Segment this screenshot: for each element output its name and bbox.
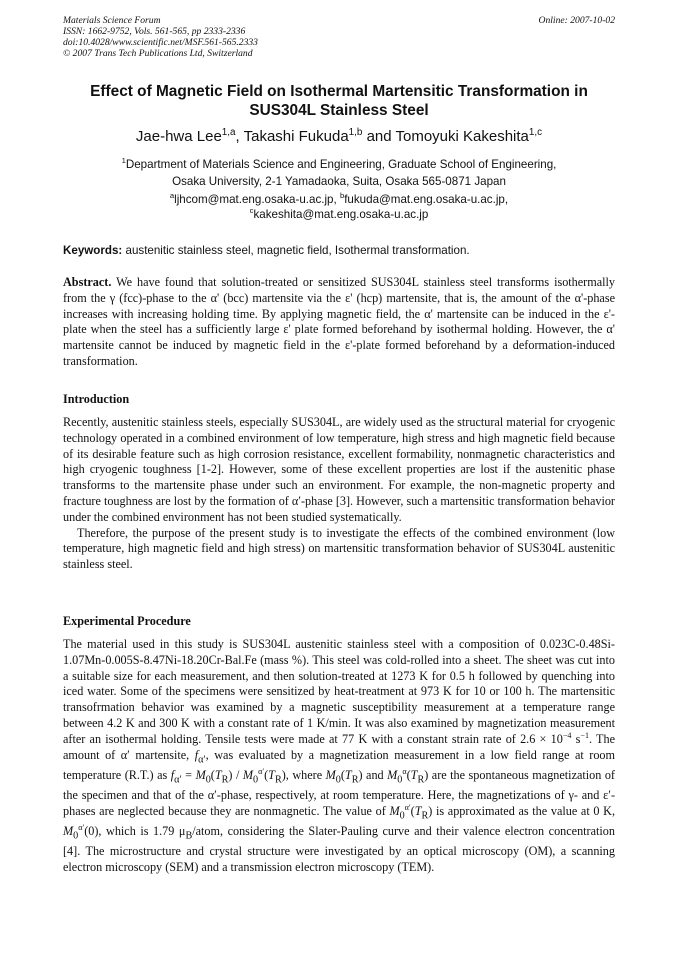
subscript: R (274, 774, 282, 786)
author-separator: and (362, 128, 396, 145)
affil-mark: 1 (121, 156, 126, 166)
superscript: −4 (562, 730, 572, 740)
text-run: ( (340, 767, 345, 782)
subscript: 0 (73, 830, 79, 842)
subscript: R (421, 810, 429, 822)
journal-header (63, 15, 258, 59)
text-run: ) are the spontaneous magnetization of the specimen and that of the α′-phase, respectively, at room temperature. Here, the magnetizations of γ- and ε′-phases are neglected because they are nonmagnetic. The value of (63, 767, 615, 818)
journal-copyright: © 2007 Trans Tech Publications Ltd, Switzerland (63, 48, 253, 59)
math-symbol: T (410, 767, 418, 782)
text-run: s (571, 731, 581, 746)
author-name: Tomoyuki Kakeshita (395, 128, 529, 145)
paper-title (63, 82, 615, 120)
superscript: α′ (258, 766, 265, 776)
abstract-label: Abstract. (63, 275, 112, 289)
text-run: , was evaluated by a magnetization measurement in a low field range at room temperature (R.T.) as (63, 747, 615, 782)
section-heading-introduction: Introduction (63, 392, 130, 406)
math-symbol: T (344, 767, 352, 782)
math-symbol: f (170, 767, 175, 782)
superscript: α (402, 766, 407, 776)
journal-doi: doi:10.4028/www.scientific.net/MSF.561-565.2333 (63, 37, 258, 48)
math-symbol: M (389, 803, 400, 818)
subscript: 0 (399, 810, 405, 822)
superscript: α′ (404, 802, 411, 812)
math-symbol: M (242, 767, 254, 782)
subscript: 0 (397, 774, 403, 786)
author-list (63, 128, 615, 146)
author-affil-mark: 1,c (528, 127, 543, 138)
text-run: ) / (228, 767, 243, 782)
email-mark: c (249, 206, 254, 216)
text-run: (0), which is 1.79 μ (84, 824, 186, 839)
keywords-label: Keywords: (63, 244, 123, 257)
author-name: Takashi Fukuda (243, 128, 349, 145)
author-separator: , (235, 128, 244, 145)
affil-line-2: Osaka University, 2-1 Yamadaoka, Suita, Osaka 565-0871 Japan (172, 175, 506, 188)
email-link[interactable]: ljhcom@mat.eng.osaka-u.ac.jp, (174, 193, 340, 206)
subscript: α′ (174, 774, 182, 786)
text-run: ) and (358, 767, 388, 782)
subscript: 0 (335, 774, 341, 786)
author-affil-mark: 1,b (348, 127, 363, 138)
subscript: R (221, 774, 229, 786)
text-run: ( (406, 767, 411, 782)
text-run: = (181, 767, 196, 782)
subscript: R (417, 774, 425, 786)
math-symbol: T (414, 803, 422, 818)
subscript: 0 (205, 774, 211, 786)
subscript: 0 (253, 774, 259, 786)
affiliation (63, 156, 615, 190)
text-run: ( (410, 803, 415, 818)
abstract-text: We have found that solution-treated or sensitized SUS304L stainless steel transforms isothermally from the γ (fcc)-phase to the α' (bcc) martensite via the ε' (hcp) martensite, that is, the amount of the α'-phase increases with increasing holding time. By applying magnetic field, the α' martensite can be induced in the ε'-plate when the steel has a sufficiently large ε' plate formed beforehand by isothermal holding. However, the α' martensite cannot be induced by magnetic field in the ε'-plate formed beforehand by a deformation-induced transformation. (63, 275, 615, 368)
text-run: ( (264, 767, 269, 782)
text-run: ), where (281, 767, 326, 782)
subscript: α′ (198, 754, 206, 766)
email-link[interactable]: kakeshita@mat.eng.osaka-u.ac.jp (253, 208, 429, 221)
math-symbol: T (268, 767, 275, 782)
keywords-text: austenitic stainless steel, magnetic field, Isothermal transformation. (122, 244, 470, 257)
paragraph: Recently, austenitic stainless steels, especially SUS304L, are widely used as the structural material for cryogenic technology operated in a combined environment of low temperature, high stress and high magnetic field because of its desirable feature such as high corrosion resistance, excellent formability, nonmagnetic characteristics and high cryogenic toughness [1-2]. However, some of these excellent properties are lost if the austenitic phase transforms to the martensite phase under such an environment. For example, the non-magnetic property and fracture toughness are lost by the formation of α′-phase [3]. However, such a martensitic transformation behavior under the combined environment has not been studied systematically. (63, 415, 615, 524)
text-run: . The amount of α′ martensite, (63, 731, 615, 762)
journal-name: Materials Science Forum (63, 15, 161, 26)
experimental-body (63, 637, 615, 876)
title-line-1: Effect of Magnetic Field on Isothermal Martensitic Transformation in (90, 83, 588, 100)
online-date: Online: 2007-10-02 (538, 15, 615, 26)
subscript: R (351, 774, 359, 786)
math-symbol: M (195, 767, 206, 782)
section-heading-experimental: Experimental Procedure (63, 614, 191, 628)
math-symbol: T (214, 767, 222, 782)
math-symbol: M (325, 767, 336, 782)
email-mark: b (339, 191, 345, 201)
text-run: ) is approximated as the value at 0 K, (428, 803, 615, 818)
text-run: /atom, considering the Slater-Pauling curve and their valence electron concentration [4]. The microstructure and crystal structure were investigated by an optical microscopy (OM), a scanning electron microscopy (SEM) and a transmission electron microscopy (TEM). (63, 824, 615, 875)
paragraph: Therefore, the purpose of the present study is to investigate the effects of the combined environment (low temperature, high magnetic field and high stress) on martensitic transformation behavior of SUS304L austenitic stainless steel. (63, 525, 615, 572)
author-affil-mark: 1,a (221, 127, 236, 138)
math-symbol: f (194, 747, 199, 762)
author-name: Jae-hwa Lee (135, 128, 222, 145)
keywords (63, 243, 615, 258)
math-symbol: M (387, 767, 398, 782)
abstract (63, 275, 615, 370)
subscript: B (185, 830, 193, 842)
title-line-2: SUS304L Stainless Steel (249, 102, 429, 119)
superscript: −1 (580, 730, 589, 740)
author-emails (63, 192, 615, 222)
email-link[interactable]: fukuda@mat.eng.osaka-u.ac.jp, (344, 193, 509, 206)
math-symbol: M (63, 824, 74, 839)
superscript: α′ (78, 823, 85, 833)
email-mark: a (169, 191, 175, 201)
text-run: ( (210, 767, 215, 782)
journal-issn: ISSN: 1662-9752, Vols. 561-565, pp 2333-2336 (63, 26, 246, 37)
affil-line-1: Department of Materials Science and Engineering, Graduate School of Engineering, (125, 158, 557, 171)
text-run: The material used in this study is SUS304L austenitic stainless steel with a composition of 0.023C-0.48Si-1.07Mn-0.005S-8.47Ni-18.20Cr-Bal.Fe (mass %). This steel was cold-rolled into a sheet. The sheet was cut into a suitable size for each measurement, and then solution-treated at 1273 K for 0.5 h followed by quenching into iced water. Some of the specimens were sensitized by heat-treatment at 973 K for 10 or 100 h. The martensitic transofrmation behavior was examined by a magnetic susceptibility measurement at a temperature range between 4.2 K and 300 K with a constant rate of 1 K/min. It was also examined by magnetization measurement after an isothermal holding. Tensile tests were made at 77 K with a constant strain rate of 2.6 × 10 (63, 637, 615, 746)
introduction-body (63, 415, 615, 573)
